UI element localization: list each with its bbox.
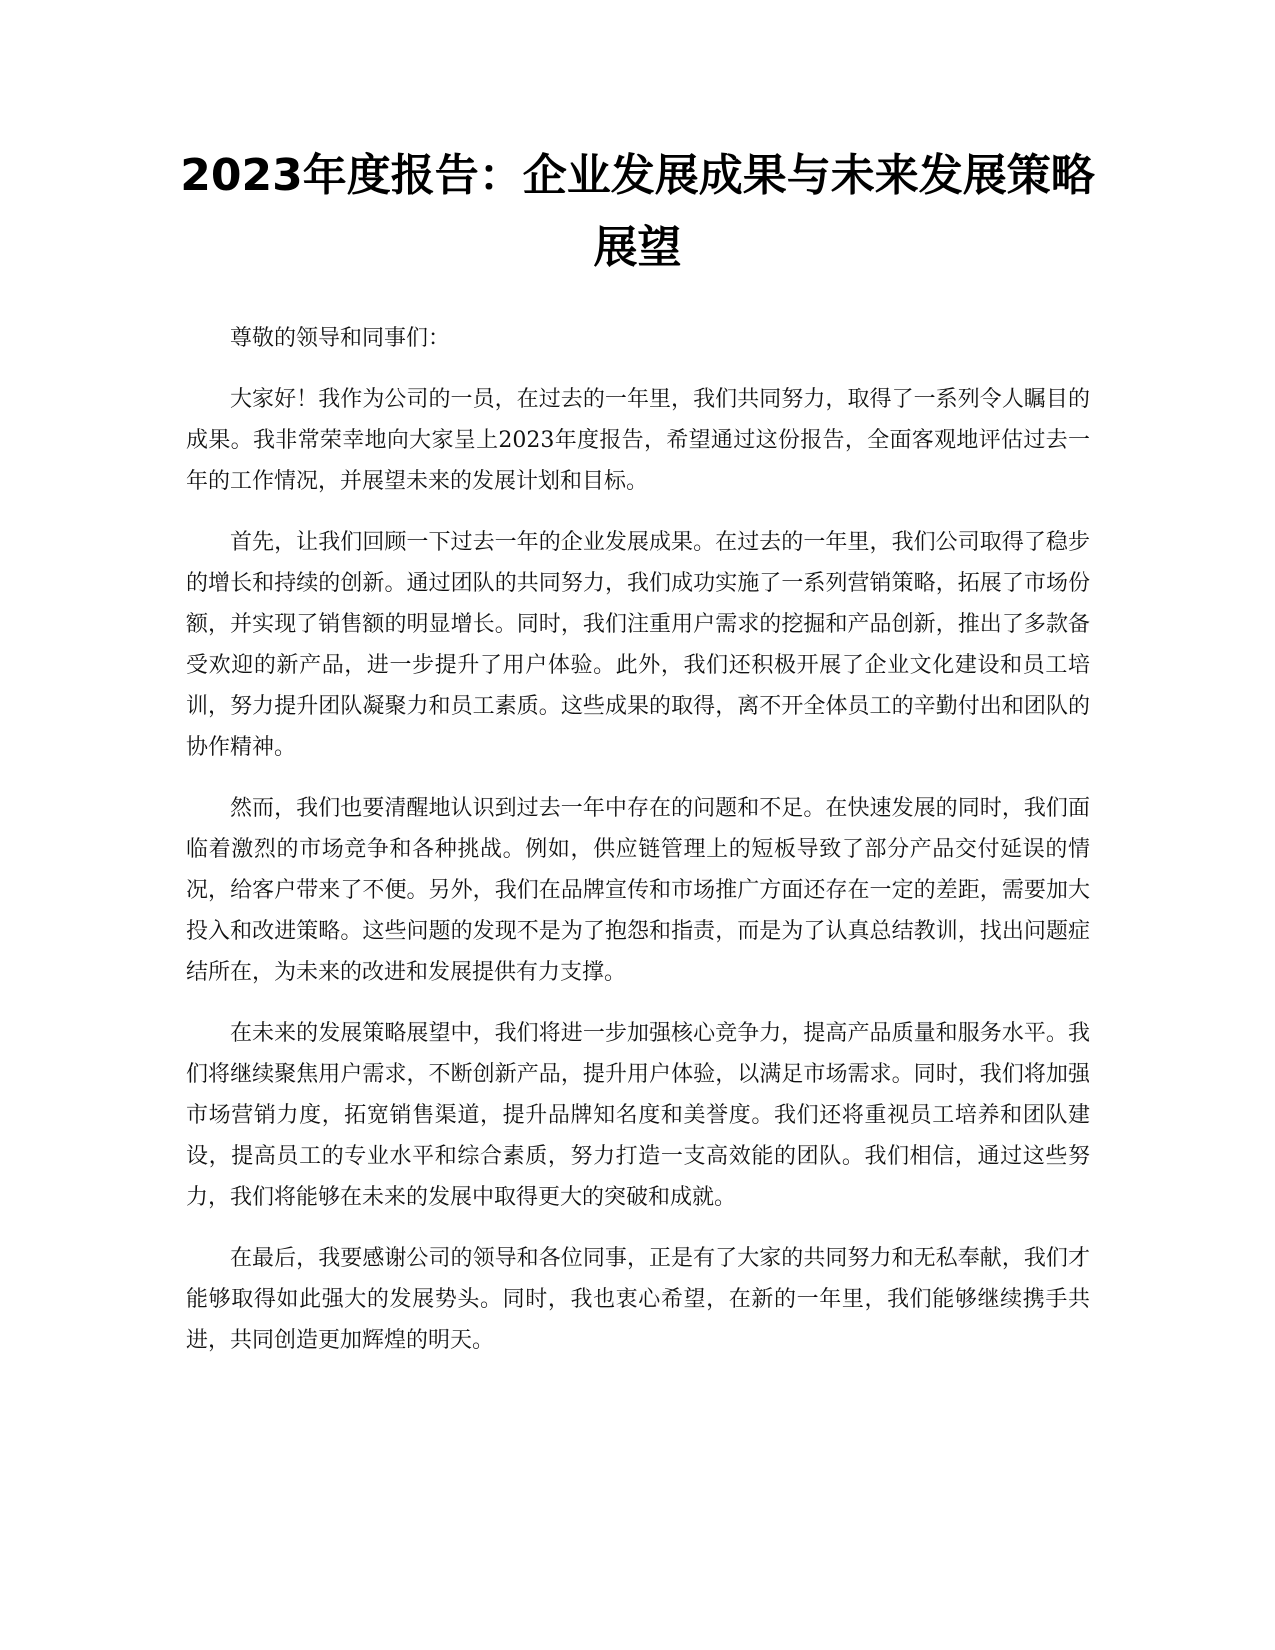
salutation-paragraph: 尊敬的领导和同事们： <box>230 326 451 351</box>
achievements-paragraph: 首先，让我们回顾一下过去一年的企业发展成果。在过去的一年里，我们公司取得了稳步的增长和持续的创新。通过团队的共同努力，我们成功实施了一系列营销策略，拓展了市场份额，并实现了销售额的明显增长。同时，我们注重用户需求的挖掘和产品创新，推出了多款备受欢迎的新产品，进一步提升了用户体验。此外，我们还积极开展了企业文化建设和员工培训，努力提升团队凝聚力和员工素质。这些成果的取得，离不开全体员工的辛勤付出和团队的协作精神。 <box>186 530 1090 760</box>
document-body <box>186 318 1090 1381</box>
document-title: 2023年度报告：企业发展成果与未来发展策略展望 <box>180 150 1095 273</box>
problems-paragraph: 然而，我们也要清醒地认识到过去一年中存在的问题和不足。在快速发展的同时，我们面临着激烈的市场竞争和各种挑战。例如，供应链管理上的短板导致了部分产品交付延误的情况，给客户带来了不便。另外，我们在品牌宣传和市场推广方面还存在一定的差距，需要加大投入和改进策略。这些问题的发现不是为了抱怨和指责，而是为了认真总结教训，找出问题症结所在，为未来的改进和发展提供有力支撑。 <box>186 796 1090 985</box>
closing-paragraph: 在最后，我要感谢公司的领导和各位同事，正是有了大家的共同努力和无私奉献，我们才能够取得如此强大的发展势头。同时，我也衷心希望，在新的一年里，我们能够继续携手共进，共同创造更加辉煌的明天。 <box>186 1246 1090 1353</box>
intro-paragraph: 大家好！我作为公司的一员，在过去的一年里，我们共同努力，取得了一系列令人瞩目的成果。我非常荣幸地向大家呈上2023年度报告，希望通过这份报告，全面客观地评估过去一年的工作情况，并展望未来的发展计划和目标。 <box>186 387 1090 494</box>
strategy-paragraph: 在未来的发展策略展望中，我们将进一步加强核心竞争力，提高产品质量和服务水平。我们将继续聚焦用户需求，不断创新产品，提升用户体验，以满足市场需求。同时，我们将加强市场营销力度，拓宽销售渠道，提升品牌知名度和美誉度。我们还将重视员工培养和团队建设，提高员工的专业水平和综合素质，努力打造一支高效能的团队。我们相信，通过这些努力，我们将能够在未来的发展中取得更大的突破和成就。 <box>186 1021 1090 1210</box>
